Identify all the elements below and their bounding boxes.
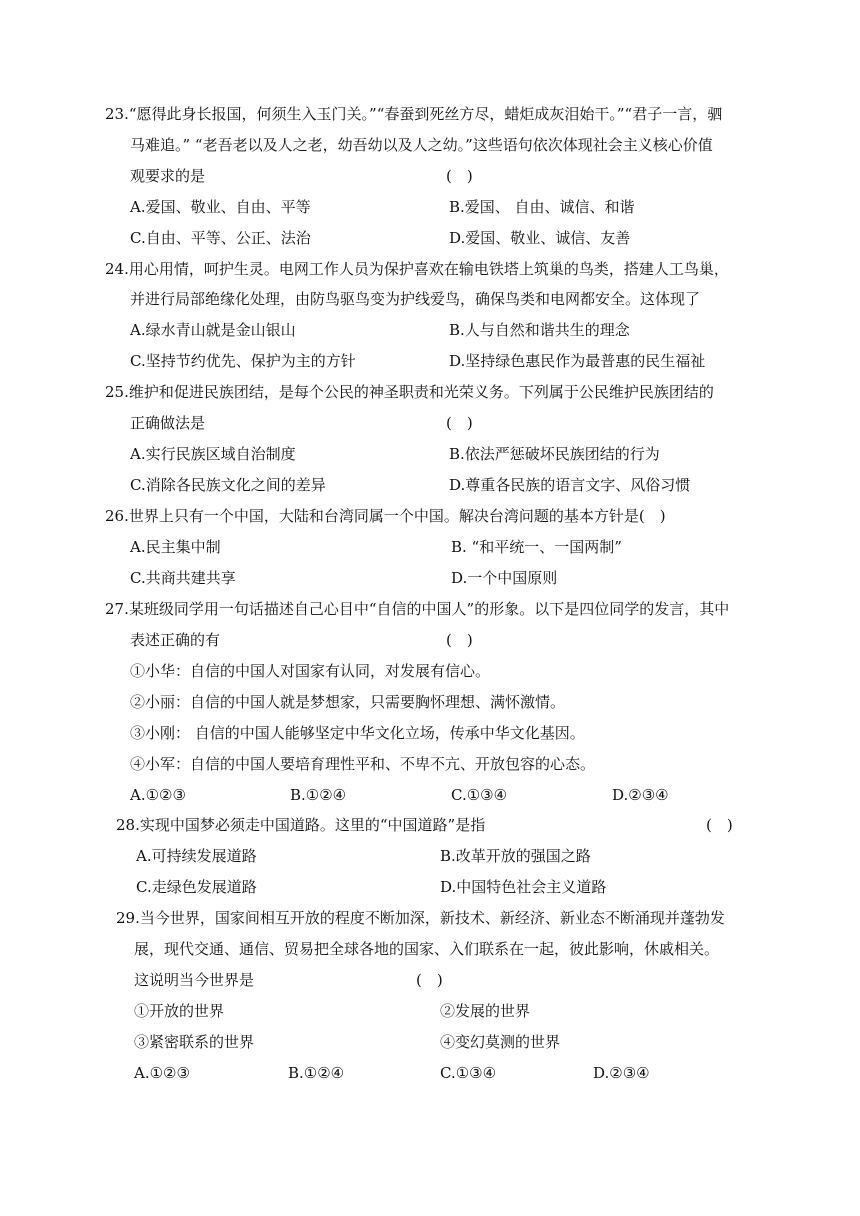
question-29-statement-1: ①开放的世界	[134, 1002, 225, 1020]
question-27-stem-line-2: 表述正确的有	[130, 631, 221, 649]
question-25-stem-line-1: 25.维护和促进民族团结，是每个公民的神圣职责和光荣义务。下列属于公民维护民族团结的	[105, 383, 714, 401]
question-25-option-d: D.尊重各民族的语言文字、风俗习惯	[449, 476, 691, 494]
question-26-option-a: A.民主集中制	[130, 538, 221, 556]
question-28-option-d: D.中国特色社会主义道路	[440, 878, 607, 896]
question-29-stem-line-3: 这说明当今世界是	[134, 971, 255, 989]
question-27-statement-3: ③小刚： 自信的中国人能够坚定中华文化立场，传承中华文化基因。	[130, 724, 585, 742]
question-27-option-c: C.①③④	[451, 786, 508, 804]
question-23-stem-line-2: 马难追。” “老吾老以及人之老，幼吾幼以及人之幼。”这些语句依次体现社会主义核心价值	[130, 136, 713, 154]
question-29-option-d: D.②③④	[593, 1064, 650, 1082]
question-23-option-c: C.自由、平等、公正、法治	[130, 229, 311, 247]
question-27-statement-1: ①小华：自信的中国人对国家有认同，对发展有信心。	[130, 662, 491, 680]
question-25-answer-bracket: ( )	[446, 414, 473, 432]
question-27-option-a: A.①②③	[130, 786, 186, 804]
question-23-option-a: A.爱国、敬业、自由、平等	[130, 198, 311, 216]
question-26-option-b: B. “和平统一、一国两制”	[451, 538, 622, 556]
question-29-option-c: C.①③④	[440, 1064, 497, 1082]
question-28-option-c: C.走绿色发展道路	[136, 878, 257, 896]
question-27-statement-4: ④小军：自信的中国人要培育理性平和、不卑不亢、开放包容的心态。	[130, 755, 596, 773]
question-24-stem-line-1: 24.用心用情，呵护生灵。电网工作人员为保护喜欢在输电铁塔上筑巢的鸟类，搭建人工鸟巢，	[105, 260, 729, 278]
question-28-answer-bracket: ( )	[706, 816, 733, 834]
question-29-stem-line-2: 展，现代交通、通信、贸易把全球各地的国家、入们联系在一起，彼此影响，休戚相关。	[134, 940, 720, 958]
question-29-option-b: B.①②④	[288, 1064, 345, 1082]
question-27-statement-2: ②小丽：自信的中国人就是梦想家，只需要胸怀理想、满怀激情。	[130, 693, 566, 711]
question-24-option-d: D.坚持绿色惠民作为最普惠的民生福祉	[449, 352, 706, 370]
question-25-option-a: A.实行民族区域自治制度	[130, 445, 296, 463]
question-27-option-b: B.①②④	[290, 786, 347, 804]
question-24-option-b: B.人与自然和谐共生的理念	[449, 321, 630, 339]
question-26-option-c: C.共商共建共享	[130, 569, 236, 587]
question-24-stem-line-2: 并进行局部绝缘化处理，由防鸟驱鸟变为护线爱鸟，确保鸟类和电网都安全。这体现了	[130, 290, 701, 308]
question-23-option-d: D.爱国、敬业、诚信、友善	[449, 229, 631, 247]
question-27-stem-line-1: 27.某班级同学用一句话描述自己心目中“自信的中国人”的形象。以下是四位同学的发言，其中	[105, 600, 730, 618]
question-28-option-a: A.可持续发展道路	[136, 847, 257, 865]
question-25-option-c: C.消除各民族文化之间的差异	[130, 476, 326, 494]
question-23-option-b: B.爱国、 自由、诚信、和谐	[449, 198, 635, 216]
question-25-option-b: B.依法严惩破坏民族团结的行为	[449, 445, 660, 463]
question-27-answer-bracket: ( )	[446, 631, 473, 649]
question-26-option-d: D.一个中国原则	[451, 569, 558, 587]
question-29-statement-3: ③紧密联系的世界	[134, 1033, 255, 1051]
question-29-statement-4: ④变幻莫测的世界	[440, 1033, 561, 1051]
question-23-stem-line-1: 23.“愿得此身长报国，何须生入玉门关。”“春蚕到死丝方尽，蜡炬成灰泪始干。”“君子一言，驷	[105, 105, 723, 123]
question-29-stem-line-1: 29.当今世界，国家间相互开放的程度不断加深，新技术、新经济、新业态不断涌现并蓬勃发	[116, 909, 725, 927]
question-27-option-d: D.②③④	[612, 786, 669, 804]
question-28-stem-line-1: 28.实现中国梦必须走中国道路。这里的“中国道路”是指	[116, 816, 486, 834]
question-25-stem-line-2: 正确做法是	[130, 414, 206, 432]
question-24-option-a: A.绿水青山就是金山银山	[130, 321, 296, 339]
question-23-answer-bracket: ( )	[446, 167, 473, 185]
question-29-option-a: A.①②③	[134, 1064, 190, 1082]
question-26-stem-line-1: 26.世界上只有一个中国，大陆和台湾同属一个中国。解决台湾问题的基本方针是( )	[105, 507, 666, 525]
question-23-stem-line-3: 观要求的是	[130, 167, 206, 185]
question-29-statement-2: ②发展的世界	[440, 1002, 531, 1020]
question-29-answer-bracket: ( )	[416, 971, 443, 989]
question-24-option-c: C.坚持节约优先、保护为主的方针	[130, 352, 356, 370]
question-28-option-b: B.改革开放的强国之路	[440, 847, 591, 865]
